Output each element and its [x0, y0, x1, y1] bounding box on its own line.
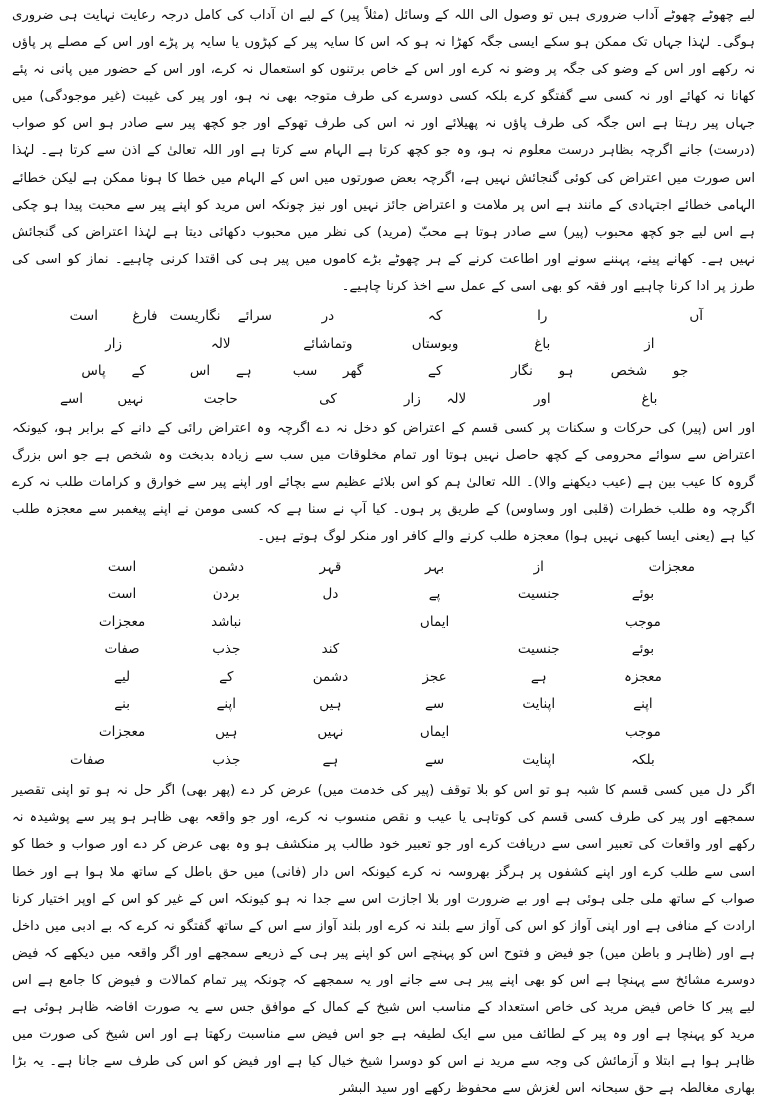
- verse-word: بوئے: [631, 586, 655, 603]
- verse-word: بردن: [212, 586, 240, 603]
- verse-word: بہر: [425, 558, 445, 575]
- verse-word: صفات: [70, 751, 106, 768]
- verse-word: نباشد: [211, 613, 242, 630]
- verse-word: کے: [427, 363, 443, 380]
- verse-word: را: [537, 308, 548, 325]
- verse-block-nigar: [12, 302, 755, 413]
- verse-word: موجب: [625, 613, 661, 630]
- verse-word: معجزہ: [624, 668, 662, 685]
- verse-word: معجزات: [98, 724, 146, 741]
- verse-word: جذب: [212, 641, 241, 658]
- verse-word: لالہ: [210, 335, 231, 352]
- verse-word: ہے اس: [189, 363, 252, 380]
- verse-word: کہ: [427, 308, 443, 325]
- verse-word: آں: [689, 308, 703, 325]
- verse-word: [383, 636, 487, 664]
- verse-word: از: [533, 558, 544, 575]
- verse-word: [487, 609, 591, 637]
- verse-word: [487, 719, 591, 747]
- verse-word: کے پاس: [81, 363, 146, 380]
- verse-block-mojizat: [12, 554, 755, 775]
- verse-word: پے: [428, 586, 441, 603]
- verse-word: جذب: [212, 751, 241, 768]
- verse-word: ہے: [322, 751, 339, 768]
- paragraph-aitraz: اور اس (پیر) کی حرکات و سکنات پر کسی قسم کے اعتراض کو دخل نہ دے اگرچہ وہ اعتراض رائی کے دانے کے برابر ہو، کیونکہ اعتراض سے سوائے محرومی کے کچھ حاصل نہیں ہوتا اور تمام مخلوقات میں سب سے زیادہ بدبخت وہ شخص ہے جو اس بزرگ گروہ کا عیب بین ہے (عیب دیکھنے والا)۔ اللہ تعالیٰ ہم کو اس بلائے عظیم سے بچائے اور اپنے پیر سے خوارق و کرامات طلب نہ کرے اگرچہ وہ طلب خطرات (قلبی اور وساوس) کے طریق پر ہوں۔ کیا آپ نے سنا ہے کہ کسی مومن نے اپنے پیغمبر سے معجزہ طلب کیا ہے (یعنی ایسا کبھی نہیں ہوا) معجزہ طلب کرنے والے کافر اور منکر لوگ ہوتے ہیں۔: [12, 421, 755, 545]
- verse-word: جنسیت: [517, 641, 560, 658]
- verse-word: ایماں: [419, 724, 450, 741]
- verse-word: دشمن: [312, 668, 349, 685]
- verse-word: است: [107, 586, 137, 603]
- verse-word: بلکہ: [631, 751, 655, 768]
- verse-word: باغ: [641, 391, 658, 408]
- verse-word: ہو نگار: [511, 363, 574, 380]
- verse-word: بوئے: [631, 641, 655, 658]
- verse-word: در: [321, 308, 335, 325]
- verse-word: قہر: [319, 558, 342, 575]
- verse-word: جو شخص: [610, 363, 689, 380]
- verse-word: عجز: [422, 668, 447, 685]
- verse-word: اپنایت: [522, 751, 556, 768]
- verse-word: نہیں: [317, 724, 344, 741]
- verse-word: است: [107, 558, 137, 575]
- verse-word: دشمن: [208, 558, 244, 575]
- paragraph-adab-e-pir: لیے چھوٹے چھوٹے آداب ضروری ہیں تو وصول الی اللہ کے وسائل (مثلاً پیر) کے لیے ان آداب کی کامل درجہ رعایت نہایت ہی ضروری ہوگی۔ لہٰذا جہاں تک ممکن ہو سکے ایسی جگہ کھڑا نہ ہو کہ اس کا سایہ پیر کے کپڑوں یا سایہ پر پڑے اور اس کے مصلے پر پاؤں نہ رکھے اور اس کے وضو کی جگہ پر وضو نہ کرے اور اس کے خاص برتنوں کو استعمال نہ کرے، اور اس کے حضور میں پانی نہ پئے کھانا نہ کھائے اور نہ کسی سے گفتگو کرے بلکہ کسی دوسرے کی طرف متوجہ بھی نہ ہو، اور پیر کی غیبت (غیر موجودگی) میں جہاں پیر رہتا ہے اس جگہ کی طرف پاؤں نہ پھیلائے اور نہ اس کی طرف تھوکے اور جو کچھ پیر سے صادر ہو اس کو صواب (درست) جانے اگرچہ بظاہر درست معلوم نہ ہو، وہ جو کچھ کرتا ہے الہام سے کرتا ہے اور اللہ تعالیٰ کے اذن سے کرتا ہے۔ لہٰذا اس صورت میں اعتراض کی کوئی گنجائش نہیں ہے، اگرچہ بعض صورتوں میں اس کے الہام میں خطا کا ہونا ممکن ہے لیکن خطائے الہامی خطائے اجتہادی کے مانند ہے اس پر ملامت و اعتراض جائز نہیں اور نیز چونکہ اس مرید کو اپنے پیر سے محبت پیدا ہو چکی ہے اس لیے جو کچھ محبوب (پیر) سے صادر ہوتا ہے محبّ (مرید) کی نظر میں محبوب دکھائی دیتا ہے لہٰذا اعتراض کی گنجائش نہیں ہے۔ کھانے پینے، پہننے سونے اور اطاعت کرنے کے ہر چھوٹے بڑے کاموں میں پیر ہی کی اقتدا کرنی چاہیے۔ نماز کو اسی کی طرز پر ادا کرنا چاہیے اور فقہ کو بھی اسی کے عمل سے اخذ کرنا چاہیے۔: [12, 8, 755, 294]
- verse-word: وبوستاں: [411, 335, 459, 352]
- verse-word: دل: [322, 586, 339, 603]
- verse-word: اور: [533, 391, 551, 408]
- verse-word: اپنایت: [522, 696, 556, 713]
- verse-word: سرائے نگاریست: [169, 308, 272, 325]
- verse-word: موجب: [625, 724, 661, 741]
- verse-word: نہیں اسے: [60, 391, 144, 408]
- verse-word: ایماں: [419, 613, 450, 630]
- verse-word: معجزات: [648, 558, 695, 575]
- verse-word: جنسیت: [517, 586, 560, 603]
- verse-word: فارغ است: [69, 308, 158, 325]
- paragraph-shubha: اگر دل میں کسی قسم کا شبہ ہو تو اس کو بلا توقف (پیر کی خدمت میں) عرض کر دے (پھر بھی) اگر حل نہ ہو تو اپنی تقصیر سمجھے اور پیر کی طرف کسی قسم کی کوتاہی یا عیب و نقص منسوب نہ کرے، اور جو واقعہ بھی ظاہر ہو پیر سے پوشیدہ نہ رکھے اور واقعات کی تعبیر اسی سے دریافت کرے اور جو تعبیر خود طالب پر منکشف ہو وہ بھی عرض کر دے اور صواب و خطا کو اسی سے طلب کرے اور اپنے کشفوں پر ہرگز بھروسہ نہ کرے کیونکہ اس دار (فانی) میں حق باطل کے ساتھ ملا ہوا ہے اور خطا صواب کے ساتھ ملی جلی ہوئی ہے اور بے ضرورت اور بلا اجازت اس سے جدا نہ ہو کیونکہ اس کے غیر کو اس کے اوپر اختیار کرنا ارادت کے منافی ہے اور اپنی آواز کو اس کی آواز سے بلند نہ کرے اور بلند آواز سے اس کے ساتھ گفتگو نہ کرے کہ بے ادبی میں داخل ہے اور (ظاہر و باطن میں) جو فیض و فتوح اس کو پہنچے اس کو اپنے پیر ہی کے ذریعے سمجھے اور اگر واقعہ میں دیکھے کہ فیض دوسرے مشائخ سے پہنچا ہے اس کو بھی اپنے پیر ہی سے جانے اور یہ سمجھے کہ چونکہ پیر تمام کمالات و فیوض کا جامع ہے اس لیے پیر کا خاص فیض مرید کی خاص استعداد کے مناسب اس شیخ کے کمال کے موافق جس سے یہ صورت افاضہ ظاہر ہوئی ہے مرید کو پہنچا ہے اور وہ پیر کے لطائف میں سے ایک لطیفہ ہے جو اس فیض سے مناسبت رکھتا ہے اور اس شیخ کی صورت میں ظاہر ہوا ہے ابتلا و آزمائش کی وجہ سے مرید نے اس کو دوسرا شیخ خیال کیا ہے اور فیض کو اس کی طرف سے جانا ہے۔ یہ بڑا بھاری مغالطہ ہے حق سبحانہ اس لغزش سے محفوظ رکھے اور سید البشر: [12, 783, 755, 1097]
- verse-word: سے: [424, 696, 445, 713]
- verse-word: بنے: [114, 696, 130, 713]
- verse-word: کے: [219, 668, 234, 685]
- verse-word: گھر سب: [292, 363, 364, 380]
- verse-word: باغ: [534, 335, 551, 352]
- verse-word: لالہ زار: [403, 391, 467, 408]
- verse-word: وتماشائے: [303, 335, 353, 352]
- verse-word: صفات: [104, 641, 140, 658]
- verse-word: از: [644, 335, 655, 352]
- verse-word: لیے: [114, 668, 131, 685]
- verse-word: معجزات: [98, 613, 146, 630]
- verse-word: ہیں: [215, 724, 238, 741]
- verse-word: کند: [321, 641, 340, 658]
- verse-word: اپنے: [216, 696, 236, 713]
- verse-word: [278, 609, 382, 637]
- verse-word: کی: [319, 391, 337, 408]
- verse-word: ہیں: [319, 696, 342, 713]
- verse-word: زار: [105, 335, 122, 352]
- verse-word: اپنے: [633, 696, 653, 713]
- verse-word: سے: [424, 751, 445, 768]
- verse-word: ہے: [530, 668, 547, 685]
- verse-word: حاجت: [203, 391, 238, 408]
